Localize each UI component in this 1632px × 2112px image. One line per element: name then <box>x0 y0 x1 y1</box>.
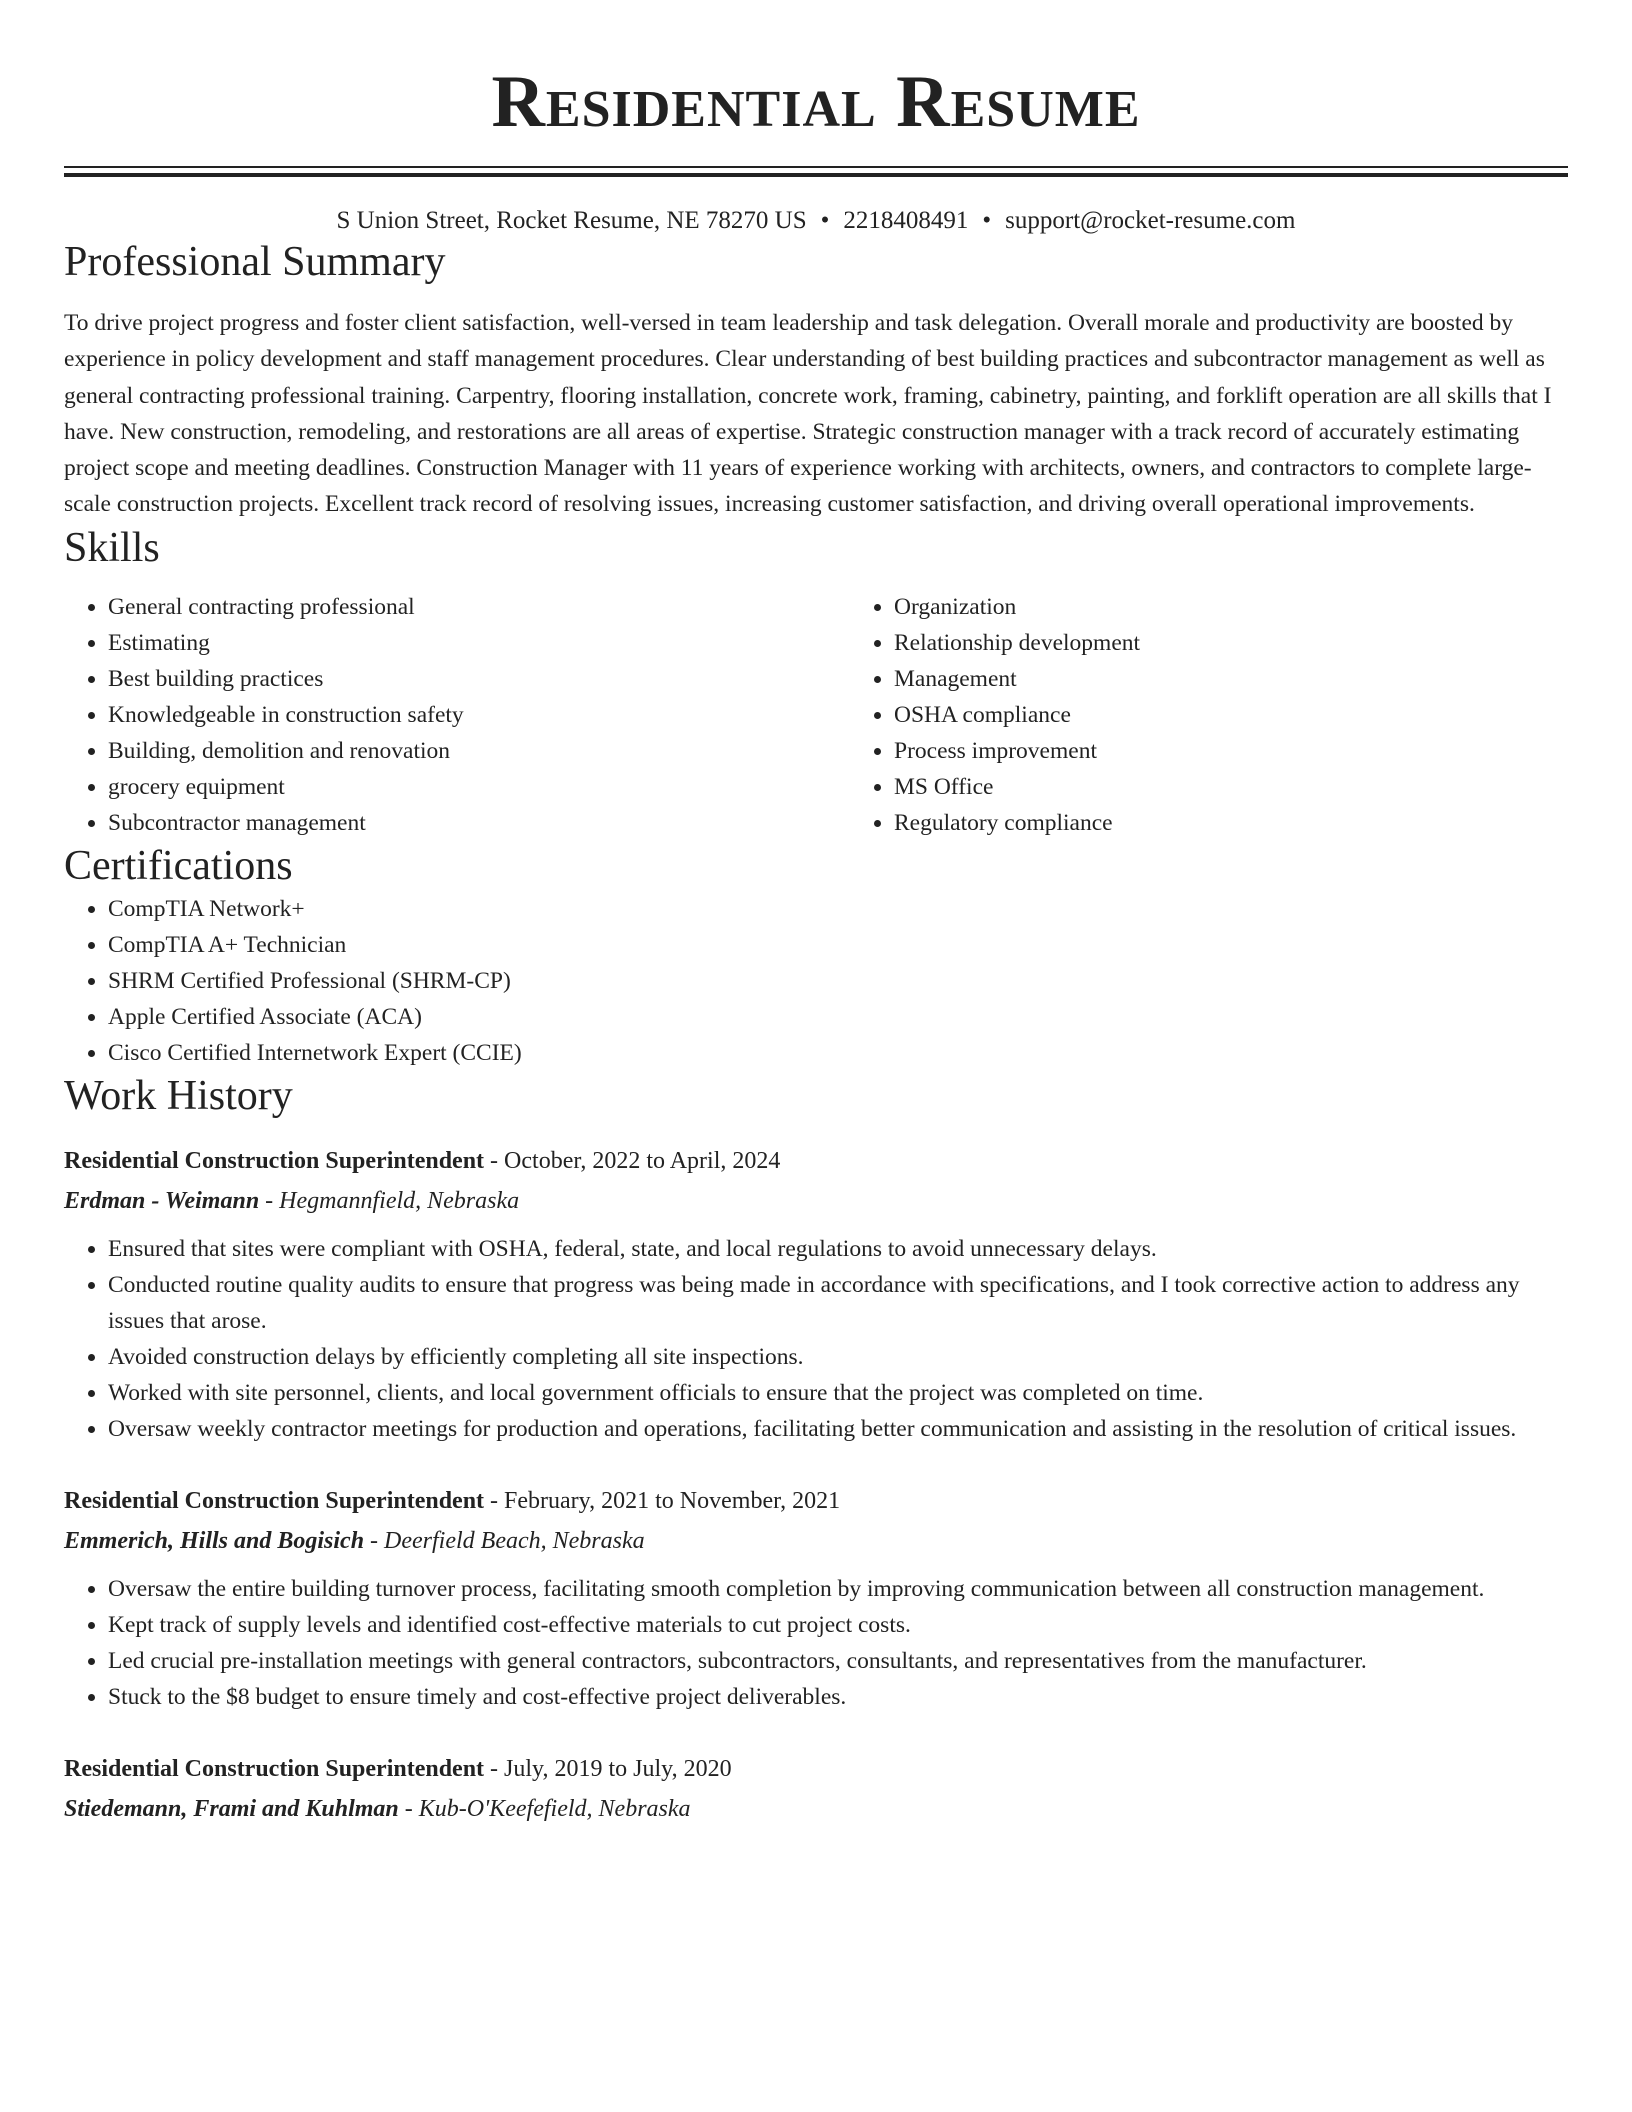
job-location: - Deerfield Beach, Nebraska <box>364 1527 645 1554</box>
job-entry <box>64 1141 1568 1447</box>
summary-text: To drive project progress and foster client satisfaction, well-versed in team leadership and task delegation. Overall morale and productivity are boosted by experience in policy development and staff management procedures. Clear understanding of best building practices and subcontractor management as well as general contracting professional training. Carpentry, flooring installation, concrete work, framing, cabinetry, painting, and forklift operation are all skills that I have. New construction, remodeling, and restorations are all areas of expertise. Strategic construction manager with a track record of accurately estimating project scope and meeting deadlines. Construction Manager with 11 years of experience working with architects, owners, and contractors to complete large-scale construction projects. Excellent track record of resolving issues, increasing customer satisfaction, and driving overall operational improvements. <box>64 310 1552 518</box>
summary-section <box>64 237 1568 523</box>
summary-heading: Professional Summary <box>64 239 446 285</box>
job-company-line <box>64 1521 1568 1561</box>
job-dates: - July, 2019 to July, 2020 <box>484 1755 732 1782</box>
resume-name: Residential Resume <box>491 61 1141 143</box>
job-title-line <box>64 1141 1568 1181</box>
job-duty: • Worked with site personnel, clients, and local government officials to ensure that the project was completed on time. <box>108 1375 1568 1411</box>
skills-section <box>64 523 1568 841</box>
contact-separator: • <box>982 207 992 234</box>
job-duties <box>64 1571 1568 1715</box>
job-dates: - October, 2022 to April, 2024 <box>484 1147 781 1174</box>
job-duty: • Conducted routine quality audits to ensure that progress was being made in accordance with specifications, and I took corrective action to address any issues that arose. <box>108 1267 1568 1339</box>
job-entry <box>64 1749 1568 1829</box>
certification-item: • CompTIA A+ Technician <box>108 927 1568 963</box>
skill-item: • Best building practices <box>108 661 850 697</box>
skills-columns <box>64 589 1568 841</box>
job-duty: • Stuck to the $8 budget to ensure timely and cost-effective project deliverables. <box>108 1679 1568 1715</box>
job-duty: • Ensured that sites were compliant with OSHA, federal, state, and local regulations to avoid unnecessary delays. <box>108 1231 1568 1267</box>
job-duty: • Oversaw weekly contractor meetings for production and operations, facilitating better communication and assisting in the resolution of critical issues. <box>108 1411 1568 1447</box>
contact-address: S Union Street, Rocket Resume, NE 78270 US <box>336 207 807 234</box>
job-company: Erdman - Weimann <box>64 1187 260 1214</box>
skill-item: • Process improvement <box>894 733 1632 769</box>
skills-list-right <box>850 589 1632 841</box>
certification-item: • SHRM Certified Professional (SHRM-CP) <box>108 963 1568 999</box>
skill-item: • MS Office <box>894 769 1632 805</box>
job-location: - Kub-O'Keefefield, Nebraska <box>398 1795 691 1822</box>
certifications-list <box>64 891 1568 1071</box>
skill-item: • Building, demolition and renovation <box>108 733 850 769</box>
job-entry <box>64 1481 1568 1715</box>
job-company: Stiedemann, Frami and Kuhlman <box>64 1795 399 1822</box>
certification-item: • Cisco Certified Internetwork Expert (CCIE) <box>108 1035 1568 1071</box>
job-duty: • Oversaw the entire building turnover process, facilitating smooth completion by improving communication between all construction management. <box>108 1571 1568 1607</box>
skill-item: • Regulatory compliance <box>894 805 1632 841</box>
job-duty: • Led crucial pre-installation meetings with general contractors, subcontractors, consultants, and representatives from the manufacturer. <box>108 1643 1568 1679</box>
job-role: Residential Construction Superintendent <box>64 1487 485 1514</box>
certifications-heading: Certifications <box>64 842 293 889</box>
skill-item: • grocery equipment <box>108 769 850 805</box>
skill-item: • Management <box>894 661 1632 697</box>
contact-separator: • <box>820 207 830 234</box>
skill-item: • OSHA compliance <box>894 697 1632 733</box>
job-company: Emmerich, Hills and Bogisich <box>64 1527 365 1554</box>
skill-item: • Organization <box>894 589 1632 625</box>
certifications-section <box>64 841 1568 1071</box>
certification-item: • Apple Certified Associate (ACA) <box>108 999 1568 1035</box>
job-duty: • Avoided construction delays by efficiently completing all site inspections. <box>108 1339 1568 1375</box>
job-company-line <box>64 1789 1568 1829</box>
job-dates: - February, 2021 to November, 2021 <box>484 1487 841 1514</box>
certification-item: • CompTIA Network+ <box>108 891 1568 927</box>
work-history-section <box>64 1071 1568 1829</box>
skills-heading: Skills <box>64 524 160 571</box>
job-duty: • Kept track of supply levels and identified cost-effective materials to cut project costs. <box>108 1607 1568 1643</box>
skill-item: • Knowledgeable in construction safety <box>108 697 850 733</box>
skill-item: • Relationship development <box>894 625 1632 661</box>
work-history-heading: Work History <box>64 1072 293 1119</box>
job-role: Residential Construction Superintendent <box>64 1147 485 1174</box>
job-title-line <box>64 1749 1568 1789</box>
contact-phone: 2218408491 <box>843 207 969 234</box>
contact-line <box>64 205 1568 237</box>
skill-item: • General contracting professional <box>108 589 850 625</box>
skill-item: • Subcontractor management <box>108 805 850 841</box>
contact-email: support@rocket-resume.com <box>1005 207 1296 234</box>
job-duties <box>64 1231 1568 1447</box>
job-title-line <box>64 1481 1568 1521</box>
job-location: - Hegmannfield, Nebraska <box>259 1187 520 1214</box>
skill-item: • Estimating <box>108 625 850 661</box>
header-divider <box>64 166 1568 177</box>
skills-list-left <box>64 589 850 841</box>
job-role: Residential Construction Superintendent <box>64 1755 485 1782</box>
job-company-line <box>64 1181 1568 1221</box>
